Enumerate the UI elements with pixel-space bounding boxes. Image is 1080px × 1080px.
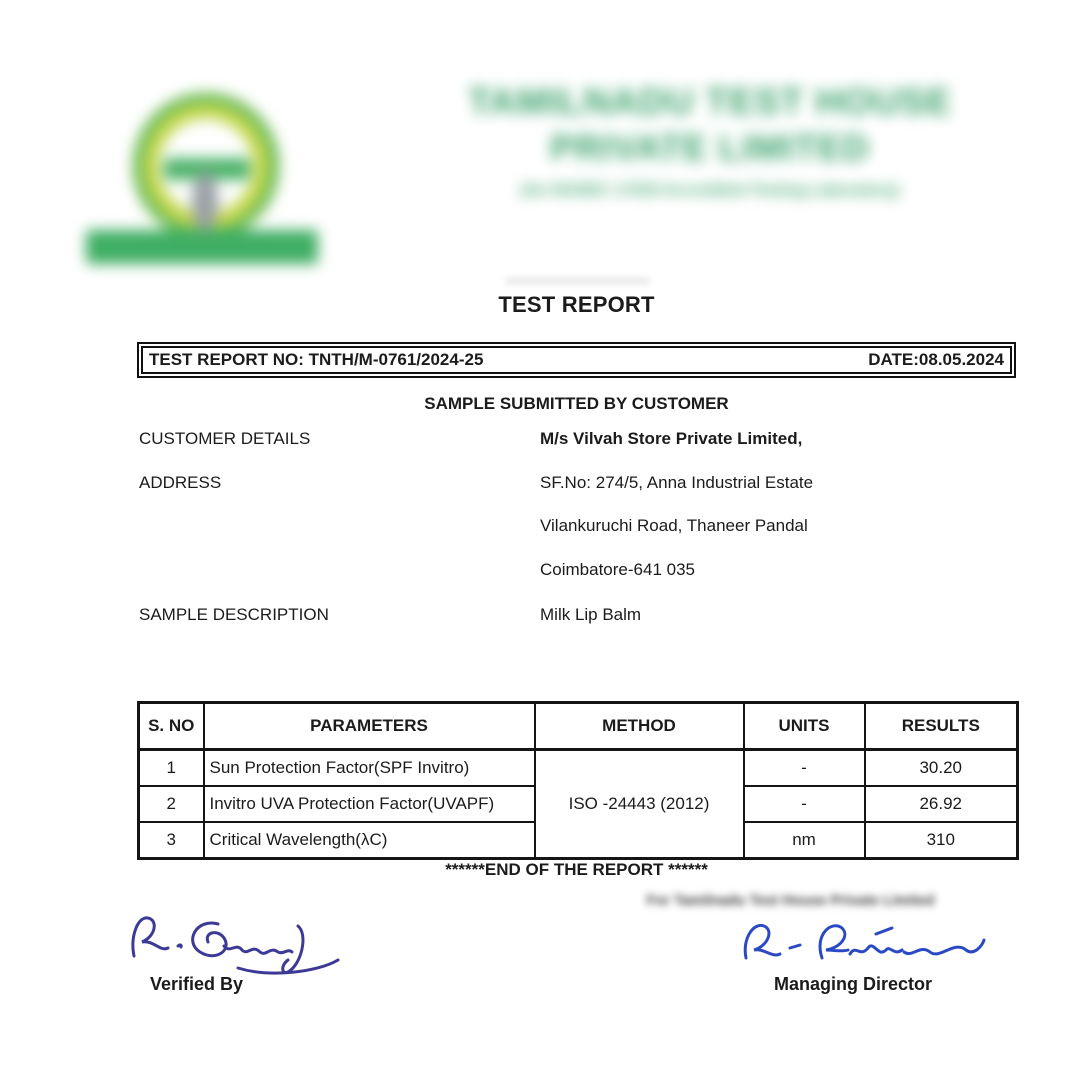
customer-details-label: CUSTOMER DETAILS [139,429,311,448]
cell-parameter: Invitro UVA Protection Factor(UVAPF) [204,786,535,822]
for-company-line: For Tamilnadu Test House Private Limited [646,893,935,909]
col-header-results: RESULTS [865,703,1018,750]
col-header-parameters: PARAMETERS [204,703,535,750]
sample-description-label: SAMPLE DESCRIPTION [139,605,329,624]
managing-director-signature [728,912,990,983]
cell-result: 26.92 [865,786,1018,822]
company-letterhead [408,82,1012,200]
end-of-report-line: ******END OF THE REPORT ****** [445,860,708,879]
cell-sno: 1 [139,750,204,787]
cell-units: - [744,786,865,822]
company-tagline: (An ISO/IEC 17025 Accredited Testing Laboratory) [520,182,900,200]
company-name-line1: TAMILNADU TEST HOUSE [468,81,952,122]
col-header-units: UNITS [744,703,865,750]
table-row [139,750,1018,787]
page-title: TEST REPORT [498,292,655,317]
cell-parameter: Sun Protection Factor(SPF Invitro) [204,750,535,787]
cell-units: - [744,750,865,787]
company-name-line2: PRIVATE LIMITED [550,126,870,168]
col-header-sno: S. NO [139,703,204,750]
address-line-2: Vilankuruchi Road, Thaneer Pandal [540,516,808,535]
table-header-row [139,703,1018,750]
report-header-bar [137,342,1016,378]
address-label: ADDRESS [139,473,222,492]
address-line-1: SF.No: 274/5, Anna Industrial Estate [540,473,814,492]
sample-description-value: Milk Lip Balm [540,605,642,624]
col-header-method: METHOD [535,703,744,750]
cell-sno: 2 [139,786,204,822]
logo-center-figure [192,172,218,230]
cell-parameter: Critical Wavelength(λC) [204,822,535,859]
customer-details-value: M/s Vilvah Store Private Limited, [540,429,803,448]
logo-banner [86,230,318,264]
section-title: SAMPLE SUBMITTED BY CUSTOMER [424,394,729,413]
address-line-3: Coimbatore-641 035 [540,560,695,579]
report-number: TEST REPORT NO: TNTH/M-0761/2024-25 [149,350,484,369]
results-table [137,701,1019,860]
cell-result: 30.20 [865,750,1018,787]
managing-director-label: Managing Director [774,974,933,994]
cell-sno: 3 [139,822,204,859]
cell-result: 310 [865,822,1018,859]
cell-units: nm [744,822,865,859]
report-date: DATE:08.05.2024 [868,350,1004,369]
company-logo [86,80,318,266]
cell-method-merged: ISO -24443 (2012) [535,750,744,859]
faded-smudge [505,277,650,285]
verified-by-label: Verified By [150,974,244,994]
